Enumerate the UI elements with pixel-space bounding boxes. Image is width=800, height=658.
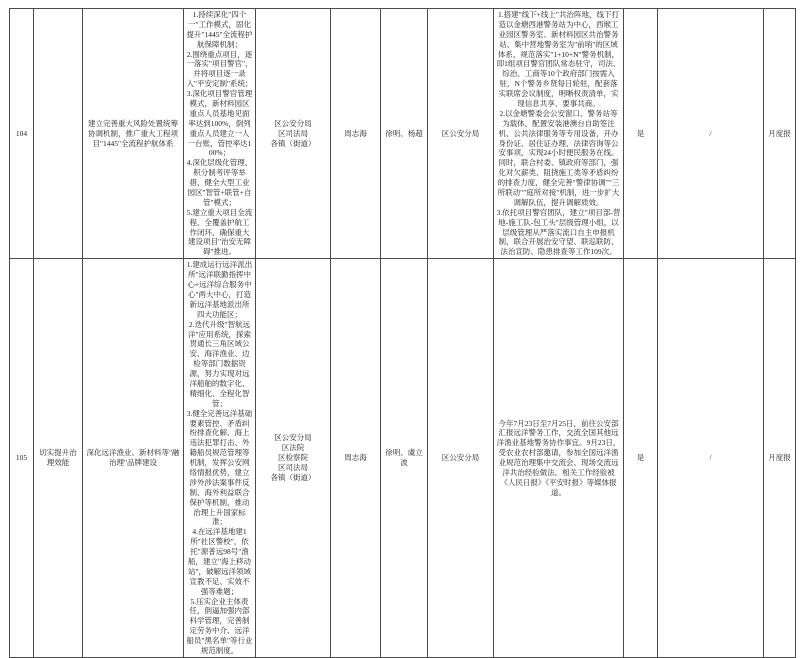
- table-row: [10, 9, 796, 259]
- progress-cell: 1.搭建"线下+线上"共治阵地，线下打造以金塘西港警务站为中心，西堠工业园区警务室、新材料园区共治警务站、集中营地警务室为"前哨"的区域体系，规范落实"1+10+N"警务机制，即1组项目警官团队常态驻守，司法、综治、工商等10个政府部门按需入驻，N个警务乡贤每日轮驻，配套落实联席会议制度，明晰权责清单，实现信息共享、要事共商。 2.以金塘警委会公安窗口、警务站等为载体，配置安装港澳台自助签注机、公共法律服务等专用设备，开办身份证、居住证办理、法律咨询等公安事项，实现24小时便民服务在线。同时，联合村委、镇政府等部门，强化对欠薪类、阻挠施工类等矛盾纠纷的排查力度，健全完善"警律协调""三所联动""庭所对接"机制，进一步扩大调解队伍，提升调解质效。 3.依托项目警官团队，建立"项目部-营地-施工队-包工头"层级管理小组，以层级管理从严落实流口自主申报机制，联合开展治安守望、联巡联防、法治宣防、隐患排查等工作109次。: [494, 9, 624, 259]
- contact-cell: 徐明、虞立波: [381, 259, 428, 658]
- category-cell: 切实提升治理效能: [34, 259, 83, 658]
- note-cell: /: [658, 259, 764, 658]
- row-number-cell: 104: [10, 9, 34, 259]
- category-cell: [34, 9, 83, 259]
- task-cell: 深化远洋渔业、新材料等"融治理"品牌建设: [83, 259, 184, 658]
- measures-cell: 1.持续深化"四个一"工作模式，固化提升"1445"全流程护航保障机制； 2.围绕重点项目，逐一落实"项目警官"，并将项目逐一录入"平安定制"系统； 3.深化项目警官管理模式，新材料园区重点人员基地见面率达到100%，倒列重点人员建立一人一台账，管控率达100%； 4.深化层级化管理、积分制考评等举措，健全大型工业园区"智管+联管+自管"模式； 5.建立重大项目全流程、全覆盖护航工作闭环，确保重大建设项目"治安无障碍"推进。: [184, 9, 256, 259]
- leader-cell: 周志海: [331, 9, 381, 259]
- responsible-units-cell: 区公安分局 区司法局 各镇（街道）: [256, 9, 331, 259]
- row-number-cell: 105: [10, 259, 34, 658]
- work-plan-table: [9, 8, 796, 658]
- report-type-cell: 月度报: [764, 9, 796, 259]
- contact-cell: 徐明、杨超: [381, 9, 428, 259]
- report-type-cell: 月度报: [764, 259, 796, 658]
- org-cell: 区公安分局: [428, 9, 494, 259]
- org-cell: 区公安分局: [428, 259, 494, 658]
- task-cell: 建立完善重大风险处置统筹协调机制，推广重大工程项目"1445"全流程护航体系: [83, 9, 184, 259]
- completed-cell: 是: [624, 259, 658, 658]
- leader-cell: 周志海: [331, 259, 381, 658]
- table-row: [10, 259, 796, 658]
- completed-cell: 是: [624, 9, 658, 259]
- responsible-units-cell: 区公安分局 区法院 区检察院 区司法局 各镇（街道）: [256, 259, 331, 658]
- note-cell: /: [658, 9, 764, 259]
- progress-cell: 今年7月23日至7月25日，前往公安部汇报远洋警务工作，交流全国其他远洋渔业基地警务协作事宜。9月23日，受农业农村部邀请，参加全国远洋渔业规范治理集中交流会、现场交流远洋共治经验做法。相关工作经验被《人民日报》《平安时报》等媒体报道。: [494, 259, 624, 658]
- measures-cell: 1.建成运行远洋派出所"远洋联勤指挥中心+远洋综合服务中心"两大中心，打造新远洋基地派出所四大功能区； 2.迭代升级"智航远洋"应用系统，探索贯通长三角区域公安、海洋渔业、边检等部门数据资源，努力实现对远洋船舶的数字化、精细化、全程化智管； 3.健全完善远洋基础要素管控、矛盾纠纷排查化解、海上违法犯罪打击、外籍船员规范管理等机制，发挥公安网络情报优势，建立涉外涉法案事件反制、海外利益联合保护等机制，推动治理上升国家标准； 4.在远洋基地建1所"社区警校"，依托"源普远98号"渔船，建立"海上移动站"，破解远洋领域宣教不足、实效不强等难题； 5.压实企业主体责任，倒逼加强内部科学管理，完善制定劳务中介、远洋船员"黑名单"等行业规范制度。: [184, 259, 256, 658]
